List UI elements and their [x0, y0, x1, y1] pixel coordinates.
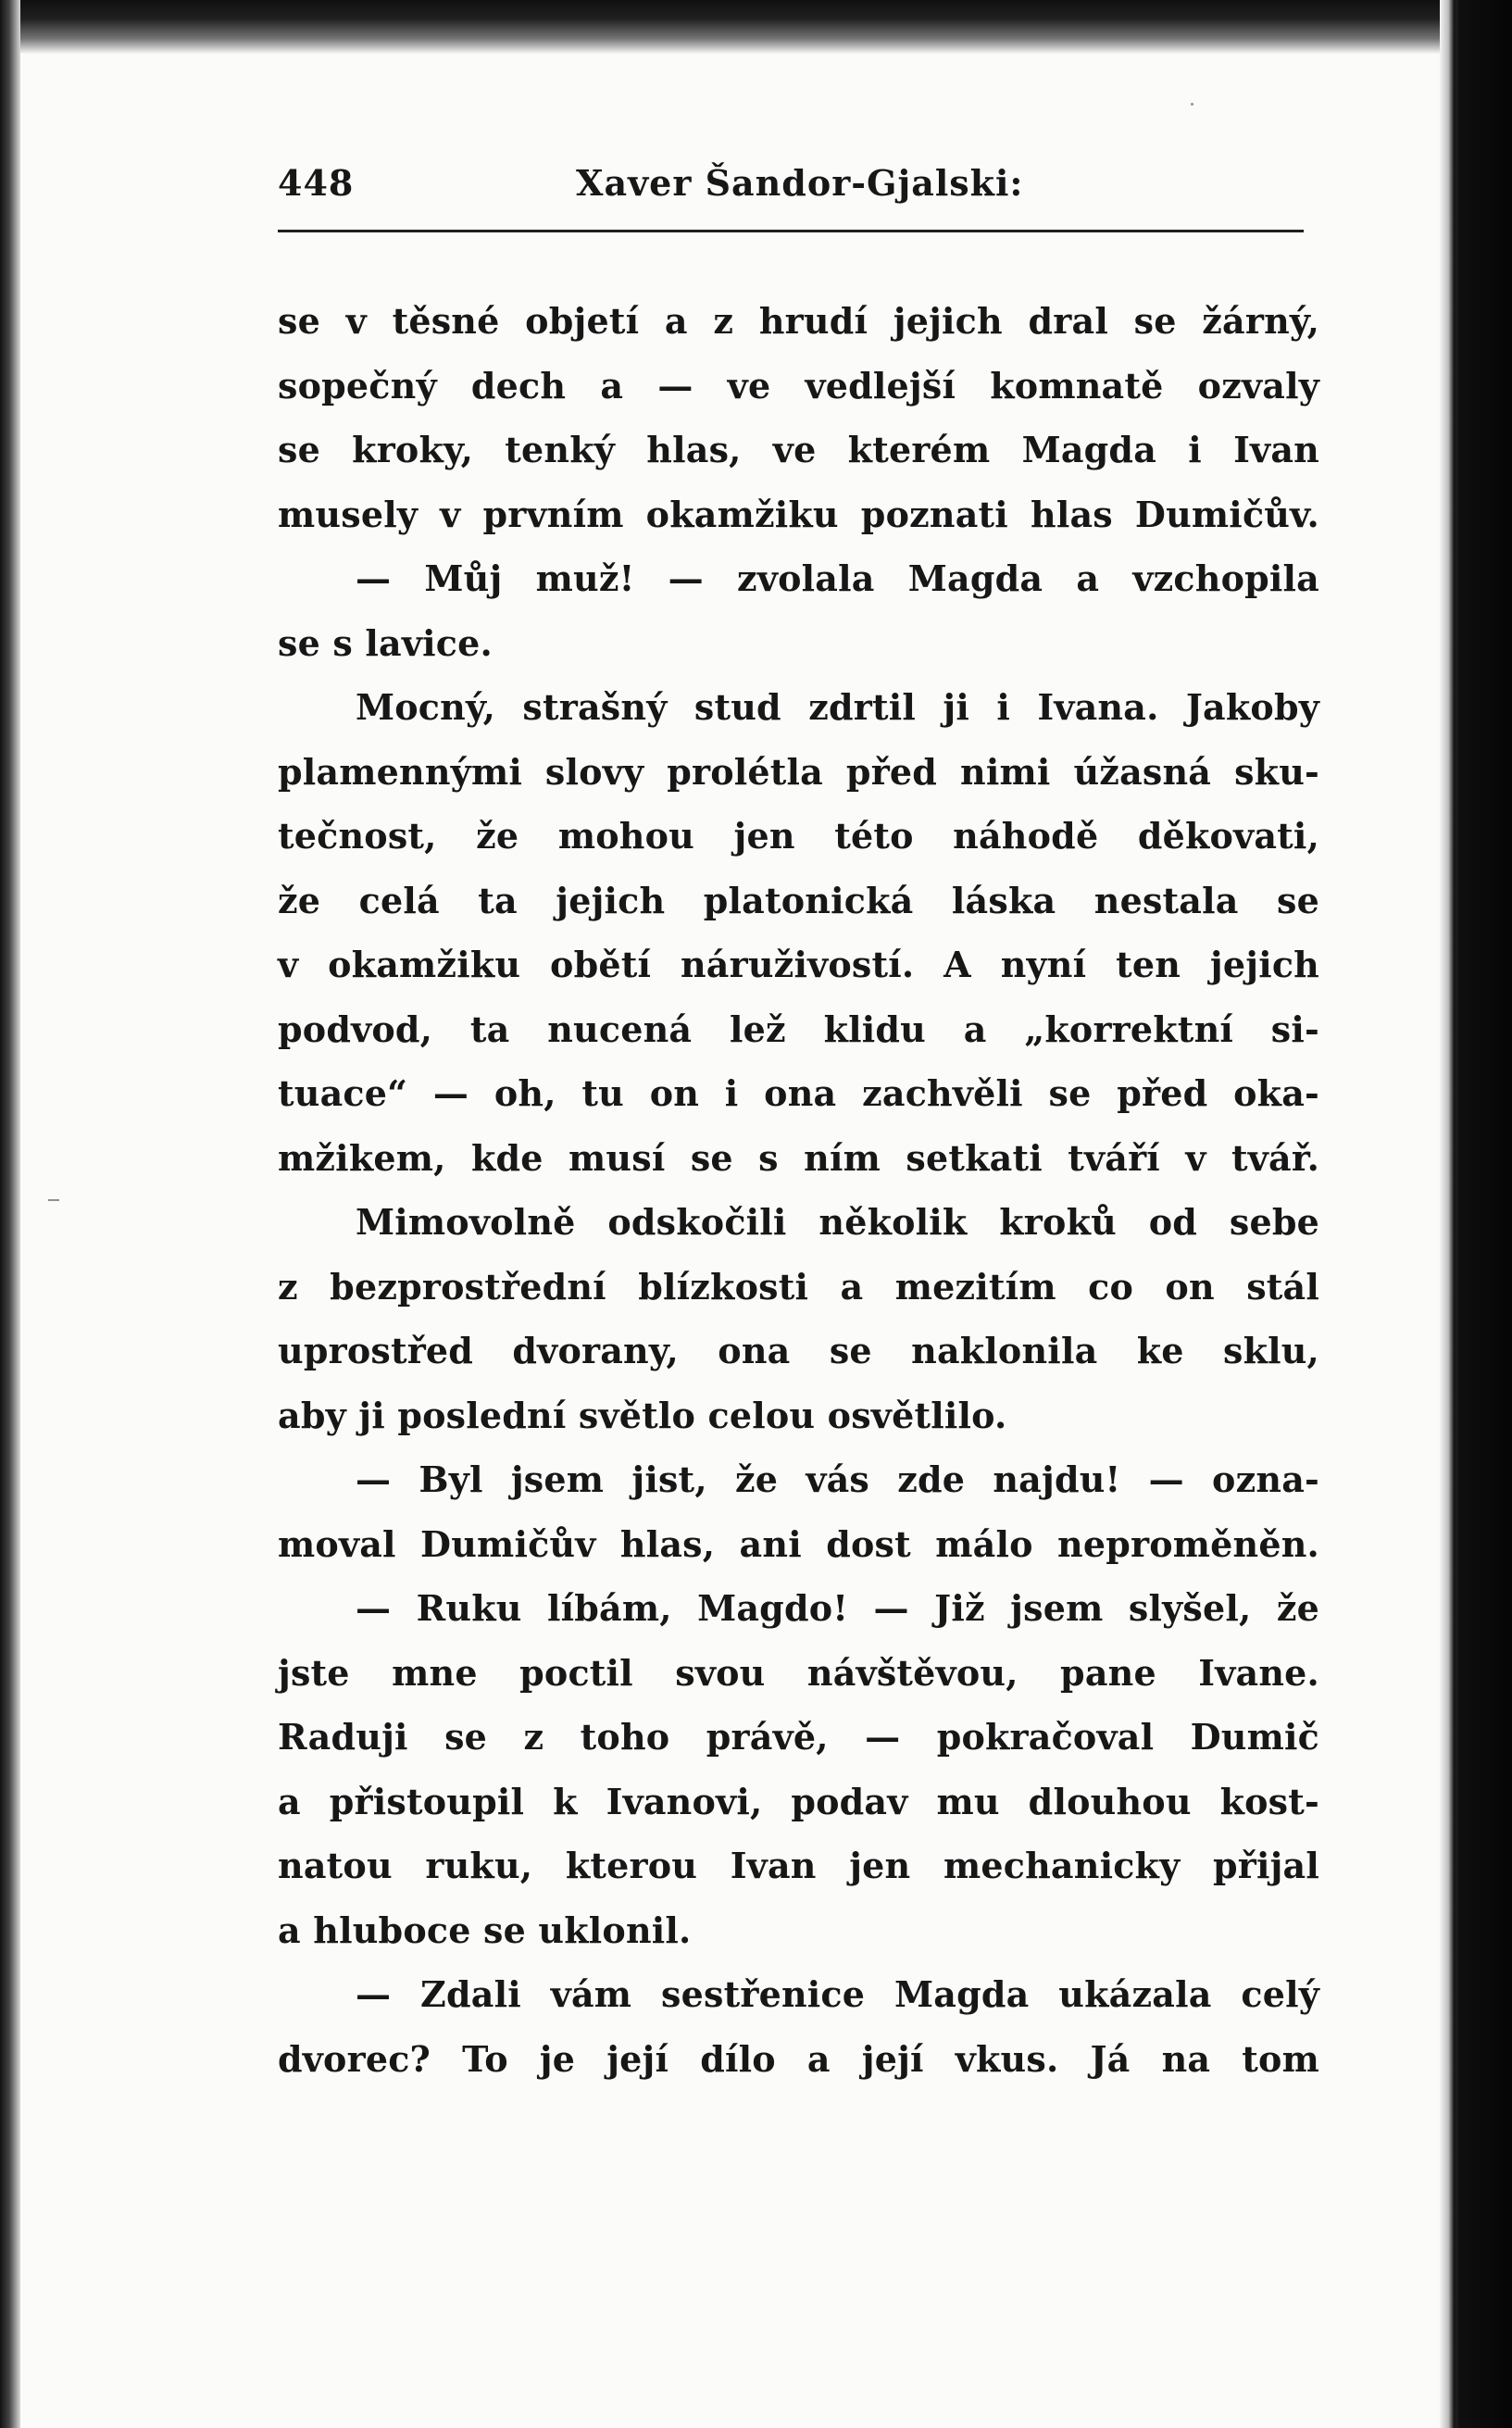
text-line: dvorec? To je její dílo a její vkus. Já na tom: [278, 2037, 1319, 2080]
text-line: jste mne poctil svou návštěvou, pane Ivane.: [278, 1651, 1319, 1694]
text-line: mžikem, kde musí se s ním setkati tváří v tvář.: [278, 1136, 1319, 1179]
text-line: se s lavice.: [278, 621, 493, 664]
scan-top-shadow: [0, 0, 1512, 54]
paragraph-start-line: Mimovolně odskočili několik kroků od sebe: [356, 1201, 1319, 1243]
text-line: tečnost, že mohou jen této náhodě děkovati,: [278, 815, 1319, 857]
body-text: [278, 289, 1319, 2091]
text-line: z bezprostřední blízkosti a mezitím co on stál: [278, 1265, 1319, 1308]
text-line: sopečný dech a — ve vedlejší komnatě ozvaly: [278, 364, 1319, 407]
page-number: 448: [278, 162, 355, 204]
dialogue-line: — Zdali vám sestřenice Magda ukázala celý: [356, 1973, 1319, 2015]
paragraph-start-line: Mocný, strašný stud zdrtil ji i Ivana. Jakoby: [356, 686, 1319, 728]
running-header: [278, 160, 1304, 214]
text-line: plamennými slovy prolétla před nimi úžasná sku-: [278, 750, 1319, 793]
text-line: musely v prvním okamžiku poznati hlas Dumičův.: [278, 493, 1319, 535]
author-running-head: Xaver Šandor-Gjalski:: [576, 162, 1024, 204]
text-line: moval Dumičův hlas, ani dost málo neproměněn.: [278, 1522, 1319, 1565]
scan-speck: [48, 1199, 59, 1201]
text-line: natou ruku, kterou Ivan jen mechanicky přijal: [278, 1845, 1319, 1886]
scan-right-shadow: [1440, 0, 1512, 2428]
text-line: aby ji poslední světlo celou osvětlilo.: [278, 1394, 1007, 1436]
text-line: tuace“ — oh, tu on i ona zachvěli se před oka-: [278, 1072, 1319, 1114]
text-line: v okamžiku obětí náruživostí. A nyní ten jejich: [278, 944, 1319, 985]
text-line: a přistoupil k Ivanovi, podav mu dlouhou kost-: [278, 1780, 1319, 1822]
scan-right-border: [1455, 0, 1458, 2428]
scan-left-shadow: [0, 0, 20, 2428]
header-rule: [278, 230, 1304, 232]
text-line: se kroky, tenký hlas, ve kterém Magda i Ivan: [278, 429, 1319, 470]
text-line: že celá ta jejich platonická láska nestala se: [278, 879, 1319, 921]
text-line: podvod, ta nucená lež klidu a „korrektní si-: [278, 1007, 1319, 1050]
text-line: uprostřed dvorany, ona se naklonila ke sklu,: [278, 1330, 1319, 1371]
scan-speck: [1191, 103, 1193, 106]
book-page: [278, 144, 1319, 2310]
dialogue-line: — Ruku líbám, Magdo! — Již jsem slyšel, že: [356, 1587, 1319, 1629]
text-line: Raduji se z toho právě, — pokračoval Dumič: [278, 1716, 1319, 1758]
text-line: a hluboce se uklonil.: [278, 1909, 692, 1951]
text-line: se v těsné objetí a z hrudí jejich dral se žárný,: [278, 300, 1319, 342]
dialogue-line: — Byl jsem jist, že vás zde najdu! — ozna-: [356, 1458, 1319, 1500]
dialogue-line: — Můj muž! — zvolala Magda a vzchopila: [356, 557, 1319, 599]
